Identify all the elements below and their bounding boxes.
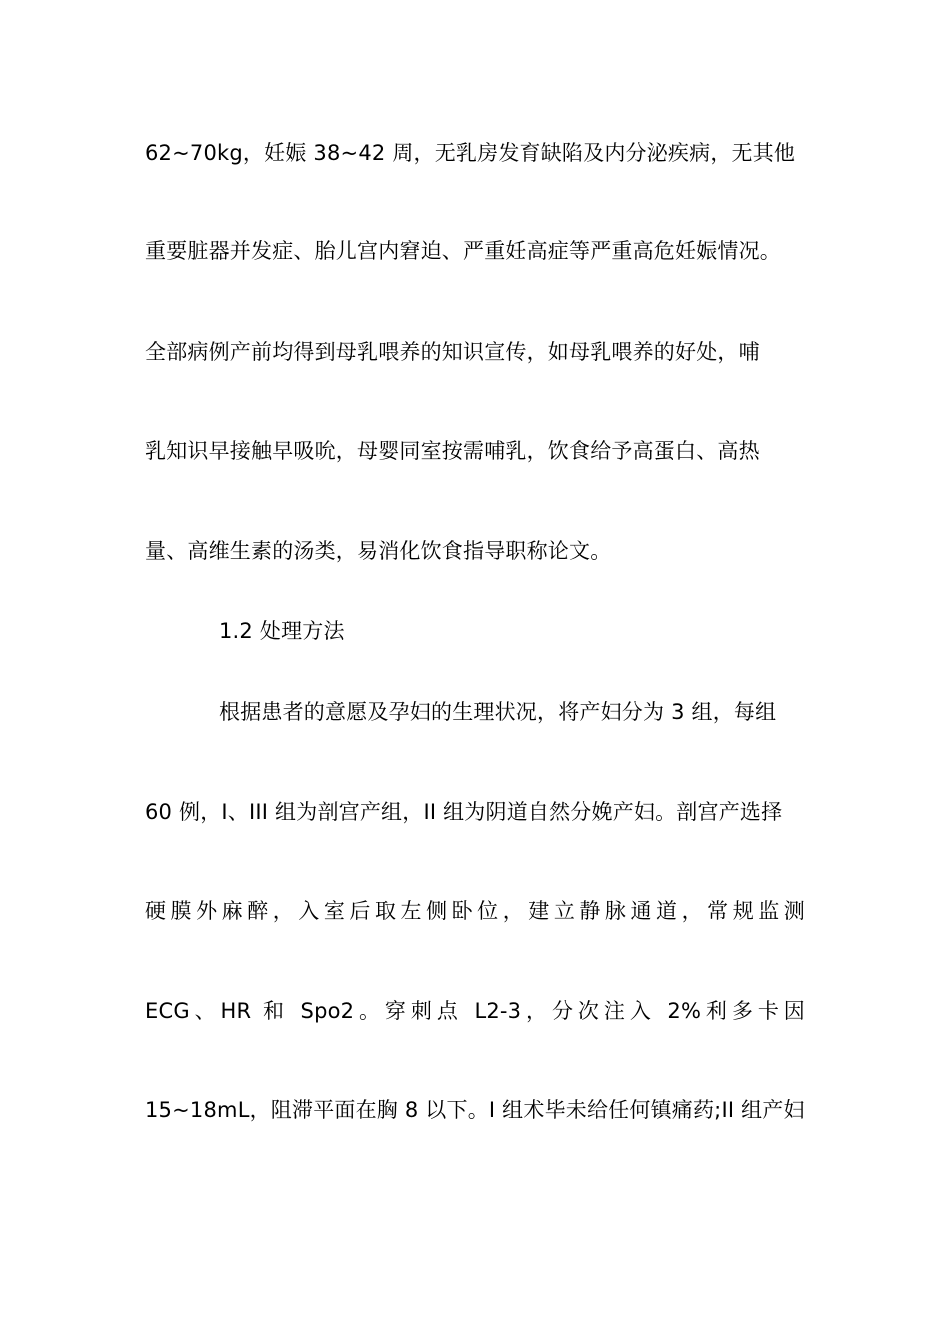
paragraph-line-5: 量、高维生素的汤类，易消化饮食指导职称论文。 [145,539,612,563]
paragraph-line-6: 根据患者的意愿及孕妇的生理状况，将产妇分为 3 组，每组 [219,700,777,724]
paragraph-line-8: 硬膜外麻醉，入室后取左侧卧位，建立静脉通道，常规监测 [145,899,805,923]
section-heading: 1.2 处理方法 [219,619,345,643]
paragraph-line-1: 62~70kg，妊娠 38~42 周，无乳房发育缺陷及内分泌疾病，无其他 [145,141,796,165]
paragraph-line-9: ECG、HR 和 Spo2。穿刺点 L2-3，分次注入 2%利多卡因 [145,999,805,1023]
paragraph-line-4: 乳知识早接触早吸吮，母婴同室按需哺乳，饮食给予高蛋白、高热 [145,439,760,463]
paragraph-line-10: 15~18mL，阻滞平面在胸 8 以下。I 组术毕未给任何镇痛药;II 组产妇 [145,1098,805,1122]
paragraph-line-3: 全部病例产前均得到母乳喂养的知识宣传，如母乳喂养的好处，哺 [145,340,760,364]
paragraph-line-7: 60 例，I、III 组为剖宫产组，II 组为阴道自然分娩产妇。剖宫产选择 [145,800,783,824]
paragraph-line-2: 重要脏器并发症、胎儿宫内窘迫、严重妊高症等严重高危妊娠情况。 [145,239,781,263]
